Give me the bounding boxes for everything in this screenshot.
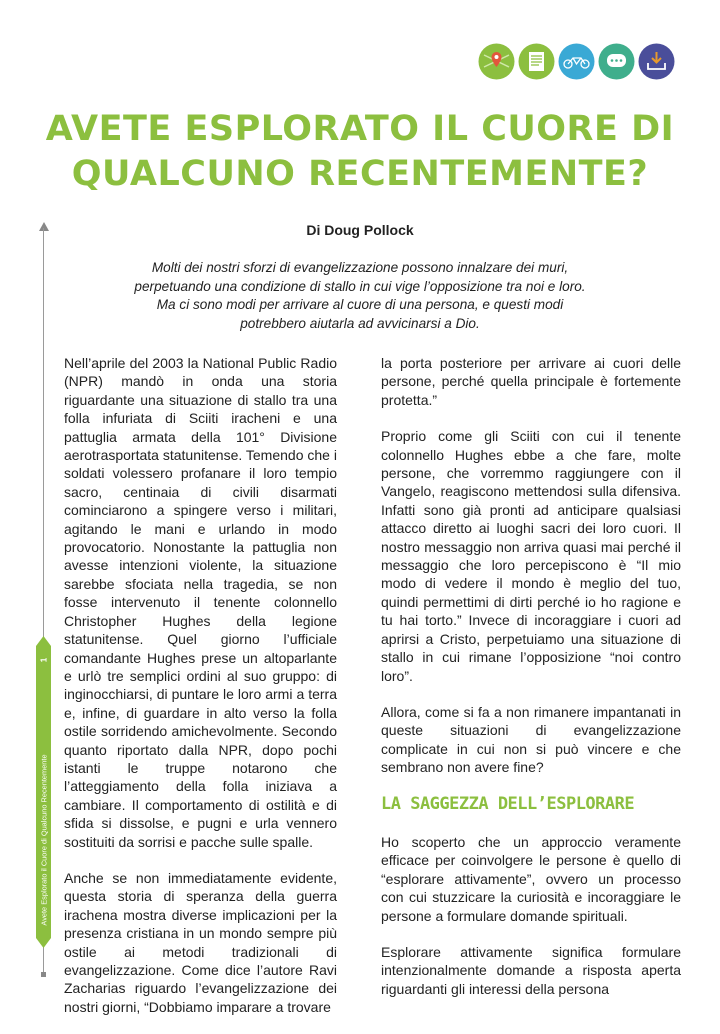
- body-paragraph: Nell’aprile del 2003 la National Public Radio (NPR) mandò in onda una storia riguardante una situazione di stallo tra una folla infuriata di Sciiti iracheni e una pattuglia armata della 101° Divisione aerotrasportata statunitense. Temendo che i soldati volessero profanare il loro tempio sacro, centinaia di civili disarmati cominciarono a spingere verso i militari, agitando le mani e urlando in modo provocatorio. Nonostante la pattuglia non avesse intenzioni violente, la situazione sarebbe sfociata nella tragedia, se non fosse intervenuto il tenente colonnello Christopher Hughes della legione statunitense. Quel giorno l’ufficiale comandante Hughes prese un altoparlante e urlò tre semplici ordini al suo gruppo: di inginocchiarsi, di puntare le loro armi a terra e, infine, di guardare in alto verso la folla ostile sorridendo amichevolmente. Secondo quanto riportato dalla NPR, dopo pochi istanti le truppe notarono che l’atteggiamento della folla iniziava a cambiare. Il comportamento di ostilità e di sfida si dissolse, e pugni e urla vennero sostituiti da sorrisi e pacche sulle spalle.: [64, 355, 337, 850]
- page-number: 1: [39, 657, 48, 663]
- body-paragraph: Allora, come si fa a non rimanere impantanati in queste situazioni di evangelizzazione complicate in cui non si può vincere e che sembrano non avere fine?: [381, 703, 681, 776]
- line-end-marker: [41, 972, 46, 977]
- body-paragraph: Ho scoperto che un approccio veramente efficace per coinvolgere le persone è quello di “esplorare attivamente”, ovvero un processo con cui stuzzicare la curiosità e incoraggiare le persone a formulare domande spirituali.: [381, 833, 681, 924]
- body-paragraph: Anche se non immediatamente evidente, questa storia di speranza della guerra irachena mostra diverse implicazioni per la presenza cristiana in un mondo sempre più ostile ai metodi tradizionali di evangelizzazione. Come dice l’autore Ravi Zacharias riguardo l’evangelizzazione dei nostri giorni, “Dobbiamo imparare a trovare: [64, 869, 337, 1015]
- body-paragraph: Proprio come gli Sciiti con cui il tenente colonnello Hughes ebbe a che fare, molte persone, che vorremmo raggiungere con il Vangelo, reagiscono mettendosi sulla difensiva. Infatti sono già pronti ad anticipare qualsiasi attacco diretto ai luoghi sacri dei loro cuori. Il nostro messaggio non arriva quasi mai perché il messaggio che loro percepiscono è “Il mio modo di vedere il mondo è meglio del tuo, quindi permettimi di dirti perché io ho ragione e tu hai torto.” Invece di incoraggiare i cuori ad aprirsi a Cristo, perpetuiamo una situazione di stallo in cui rimane l’opposizione “noi contro loro”.: [381, 428, 681, 684]
- article-title: AVETE ESPLORATO IL CUORE DI QUALCUNO RECENTEMENTE?: [45, 109, 675, 194]
- right-column: [381, 354, 681, 1016]
- download-tray-icon[interactable]: [638, 43, 675, 80]
- body-paragraph: Esplorare attivamente significa formulare intenzionalmente domande a risposta aperta riguardanti gli interessi della persona: [381, 943, 681, 997]
- left-column: [64, 354, 337, 1034]
- section-heading: LA SAGGEZZA DELL’ESPLORARE: [381, 793, 635, 814]
- lead-paragraph: Molti dei nostri sforzi di evangelizzazione possono innalzare dei muri, perpetuando una condizione di stallo in cui vige l’opposizione tra noi e loro. Ma ci sono modi per arrivare al cuore di una persona, e questi modi potrebbero aiutarla ad avvicinarsi a Dio.: [134, 260, 586, 331]
- header-icon-strip: [478, 43, 675, 80]
- byline: Di Doug Pollock: [306, 222, 414, 238]
- tandem-bike-icon[interactable]: [558, 43, 595, 80]
- running-title: Avete Esplorato il Cuore di Qualcuno Recentemente: [39, 754, 48, 926]
- body-paragraph: la porta posteriore per arrivare ai cuori delle persone, perché quella principale è fortemente protetta.”: [381, 355, 681, 408]
- document-icon[interactable]: [518, 43, 555, 80]
- map-pin-icon[interactable]: [478, 43, 515, 80]
- chat-bubble-icon[interactable]: [598, 43, 635, 80]
